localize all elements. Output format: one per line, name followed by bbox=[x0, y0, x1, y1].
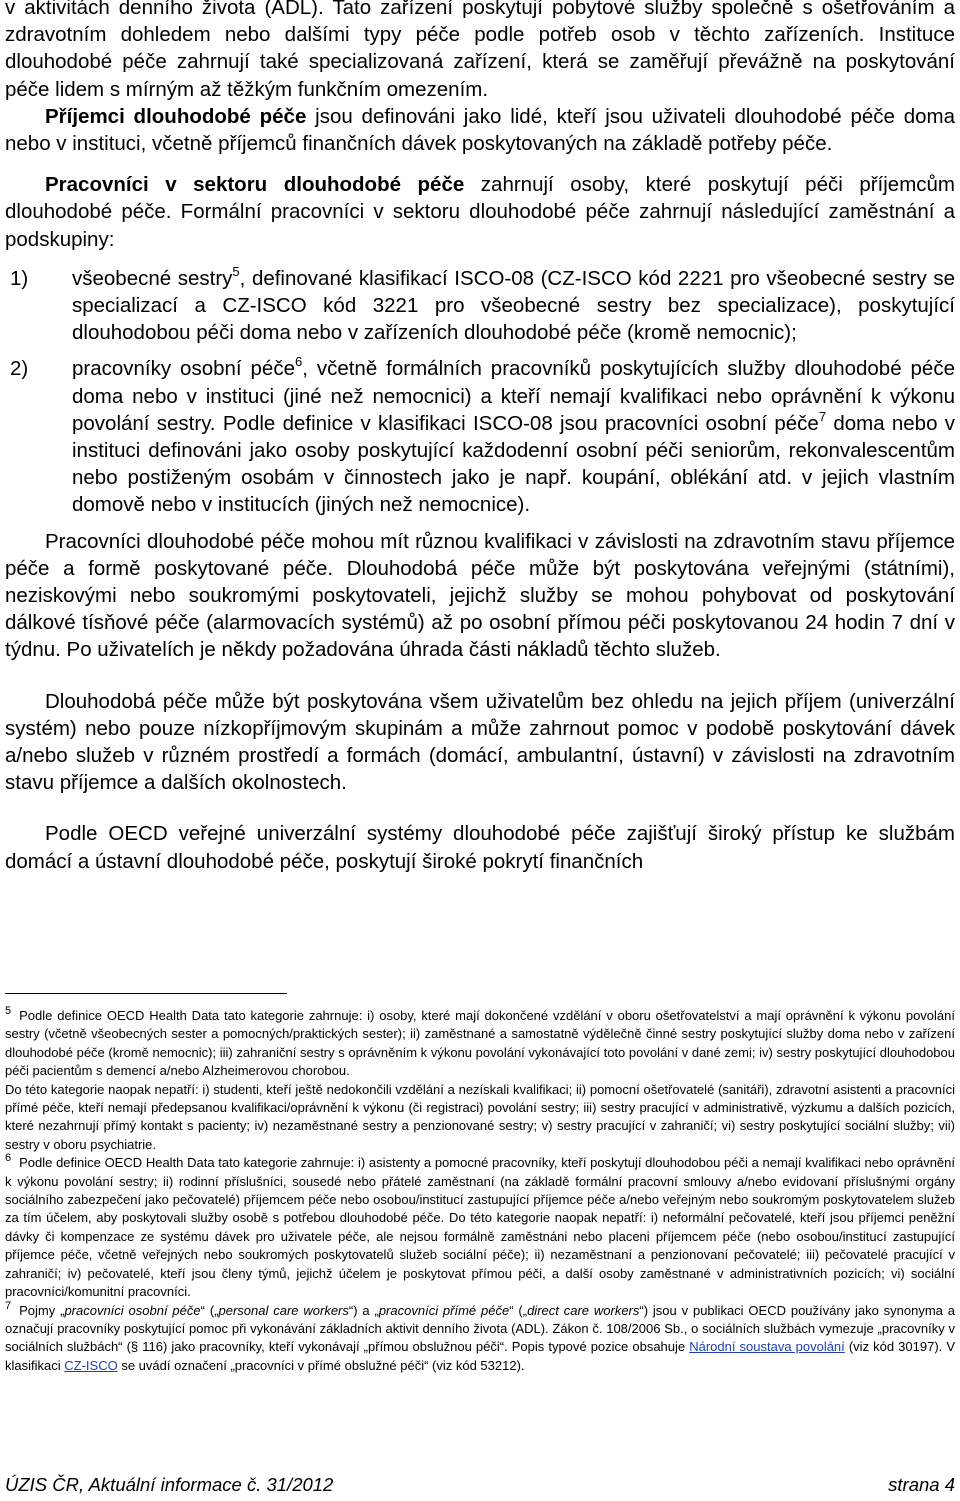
paragraph-workers-text: zahrnují osoby, které poskytují péči příjemcům dlouhodobé péče. Formální pracovníci v sektoru dlouhodobé péče zahrnují následující zaměstnání a podskupiny: bbox=[5, 173, 955, 251]
link-cz-isco[interactable]: CZ-ISCO bbox=[64, 1357, 118, 1373]
list-number: 2) bbox=[10, 357, 29, 381]
main-text bbox=[5, 0, 955, 875]
link-narodni-soustava-povolani[interactable]: Národní soustava povolání bbox=[689, 1339, 845, 1355]
term-workers: Pracovníci v sektoru dlouhodobé péče bbox=[45, 173, 465, 197]
term-italic: personal care workers bbox=[218, 1302, 349, 1318]
list-item-text: doma nebo v instituci definováni jako osoby poskytující každodenní osobní péči seniorům, rekonvalescentům nebo postiženým osobám v činnostech jako je např. koupání, oblékání atd. v jejich vlastním domově nebo v institucích (jiných než nemocnice). bbox=[72, 411, 955, 517]
term-italic: pracovníci osobní péče bbox=[64, 1302, 201, 1318]
paragraph-recipients bbox=[5, 103, 955, 157]
footnote-number: 6 bbox=[5, 1152, 12, 1165]
footnote-text: “ („ bbox=[509, 1302, 528, 1318]
footnote-ref-6[interactable]: 6 bbox=[294, 354, 303, 370]
paragraph-qualification: Pracovníci dlouhodobé péče mohou mít různou kvalifikaci v závislosti na zdravotním stavu příjemce péče a formě poskytované péče. Dlouhodobá péče může být poskytována veřejnými (státními), neziskovými nebo soukromými poskytovateli, jejichž služby se mohou pohybovat od poskytování dálkové tísňové péče (alarmovacích systémů) až po osobní přímou péči poskytovanou 24 hodin 7 dní v týdnu. Po uživatelích je někdy požadována úhrada části nákladů těchto služeb. bbox=[5, 529, 955, 662]
footnote-5 bbox=[5, 1007, 955, 1081]
term-italic: pracovníci přímé péče bbox=[378, 1302, 510, 1318]
paragraph-adl: v aktivitách denního života (ADL). Tato zařízení poskytují pobytové služby společně s ošetřováním a zdravotním dohledem nebo dalšími typy péče podle potřeb osob v těchto zařízeních. Instituce dlouhodobé péče zahrnují také specializovaná zařízení, která se zaměřují převážně na poskytování péče lidem s mírným až těžkým funkčním omezením. bbox=[5, 0, 955, 101]
footnotes bbox=[5, 1007, 955, 1375]
footnote-text: Pojmy „ bbox=[19, 1302, 65, 1318]
term-italic: direct care workers bbox=[527, 1302, 640, 1318]
list-number: 1) bbox=[10, 266, 29, 290]
footnote-text: Podle definice OECD Health Data tato kategorie zahrnuje: i) osoby, které mají dokončené vzdělání v oboru ošetřovatelství a mají oprávnění k výkonu povolání sestry (včetně všeobecných sester a pomocných/praktických sester); ii) zaměstnané a samostatně výdělečně činné sestry poskytující služby doma nebo v zařízení dlouhodobé péče (kromě nemocnic); iii) zahraniční sestry s oprávněním k výkonu povolání vykonávající toto povolání v dané zemi; iv) sestry poskytující dlouhodobou péči pacientům s demencí a/nebo Alzheimerovou chorobou. bbox=[5, 1008, 955, 1079]
footnote-text: Podle definice OECD Health Data tato kategorie zahrnuje: i) asistenty a pomocné pracovníky, kteří poskytují dlouhodobou péči a nemají kvalifikaci nebo oprávnění k výkonu povolání sestry; ii) rodinní příslušníci, sousedé nebo přátelé zaměstnaní (na základě formální pracovní smlouvy a/nebo evidovaní příslušnými orgány sociálního zabezpečení jako pečovatelé) příjemcem péče nebo osobou/institucí zastupující příjemce péče a/nebo veřejným nebo soukromým poskytovatelem služeb za tím účelem, aby poskytovali služby osobě s potřebou dlouhodobé péče. Do této kategorie naopak nepatří: i) neformální pečovatelé, kteří jsou příjemci peněžní dávky či kompenzace ze systému dávek pro uživatele péče, ale nejsou formálně zaměstnáni nebo placeni příjemcem péče (nebo osobou/institucí zastupující příjemce péče, včetně veřejných nebo soukromých poskytovatelů služeb sociální péče); ii) nezaměstnaní a penzionovaní pečovatelé; iii) pečovatelé pracující v zahraničí; iv) pečovatelé, kteří jsou členy týmů, jejichž účelem je poskytovat přímou péči, a další osoby zaměstnané v administrativních pozicích; vi) sociální pracovníci/komunitní pracovníci. bbox=[5, 1155, 955, 1300]
footnote-text: “) jsou v publikaci OECD používány jako synonyma a označují pracovníky poskytující pomoc při vykonávání základních aktivit denního života (ADL). Zákon č. 108/2006 Sb., o sociálních službách vymezuje „pracovníky v sociálních službách“ (§ 116) jako pracovníky, kteří vykonávají „přímou obslužnou péči“. Popis typové pozice obsahuje bbox=[5, 1302, 956, 1355]
footnote-text: “) a „ bbox=[348, 1302, 379, 1318]
worker-list bbox=[5, 265, 955, 519]
paragraph-workers bbox=[5, 171, 955, 253]
footnote-text: “ („ bbox=[200, 1302, 219, 1318]
footer-source: ÚZIS ČR, Aktuální informace č. 31/2012 bbox=[5, 1474, 334, 1495]
footnote-number: 7 bbox=[5, 1299, 12, 1312]
footnote-separator bbox=[5, 993, 287, 994]
list-item-text: všeobecné sestry bbox=[72, 266, 233, 290]
footnote-ref-7[interactable]: 7 bbox=[818, 408, 827, 424]
page-footer bbox=[5, 1474, 955, 1496]
page-number: strana 4 bbox=[888, 1474, 955, 1495]
paragraph-universal: Dlouhodobá péče může být poskytována všem uživatelům bez ohledu na jejich příjem (univerzální systém) nebo pouze nízkopříjmovým skupinám a může zahrnout pomoc v podobě poskytování dávek a/nebo služeb v různém prostředí a formách (domácí, ambulantní, ústavní) v závislosti na zdravotním stavu příjemce a dalších okolnostech. bbox=[5, 689, 955, 795]
footnote-text: (viz kód 30197). V klasifikaci bbox=[5, 1339, 956, 1373]
footnote-number: 5 bbox=[5, 1005, 12, 1017]
list-item-text: pracovníky osobní péče bbox=[72, 357, 295, 381]
paragraph-recipients-text: jsou definováni jako lidé, kteří jsou uživateli dlouhodobé péče doma nebo v instituci, včetně příjemců finančních dávek poskytovaných na základě potřeby péče. bbox=[5, 104, 955, 156]
footnote-7 bbox=[5, 1299, 956, 1376]
footnote-5-continued: Do této kategorie naopak nepatří: i) studenti, kteří ještě nedokončili vzdělání a nezískali kvalifikaci; ii) pomocní ošetřovatelé (sanitáři), zdravotní asistenti a pracovníci přímé péče, kteří nemají předepsanou kvalifikaci/oprávnění k výkonu (či registraci) povolání sestry; iii) sestry pracující v administrativě, výzkumu a dalších pozicích, které nezahrnují přímý kontakt s pacienty; iv) nezaměstnané sestry a penzionované sestry; v) sestry pracující v zahraničí; vi) sestry poskytující sociální služby; vii) sestry v oboru psychiatrie. bbox=[5, 1081, 955, 1152]
paragraph-oecd: Podle OECD veřejné univerzální systémy dlouhodobé péče zajišťují široký přístup ke službám domácí a ústavní dlouhodobé péče, poskytují široké pokrytí finančních bbox=[5, 822, 955, 873]
footnote-6 bbox=[5, 1154, 955, 1301]
footnote-ref-5[interactable]: 5 bbox=[232, 263, 240, 279]
list-item bbox=[5, 355, 955, 518]
list-item bbox=[5, 265, 955, 347]
term-recipients: Příjemci dlouhodobé péče bbox=[45, 104, 307, 128]
list-item-text: , včetně formálních pracovníků poskytujících služby dlouhodobé péče doma nebo v instituci (jiné než nemocnici) a kteří nemají kvalifikaci nebo oprávnění k výkonu povolání sestry. Podle definice v klasifikaci ISCO-08 jsou pracovníci osobní péče bbox=[72, 357, 955, 435]
list-item-text: , definované klasifikací ISCO-08 (CZ-ISCO kód 2221 pro všeobecné sestry se specializací a CZ-ISCO kód 3221 pro všeobecné sestry bez specializace), poskytující dlouhodobou péči doma nebo v zařízeních dlouhodobé péče (kromě nemocnic); bbox=[72, 266, 955, 345]
footnote-text: se uvádí označení „pracovníci v přímé obslužné péči“ (viz kód 53212). bbox=[117, 1357, 525, 1373]
